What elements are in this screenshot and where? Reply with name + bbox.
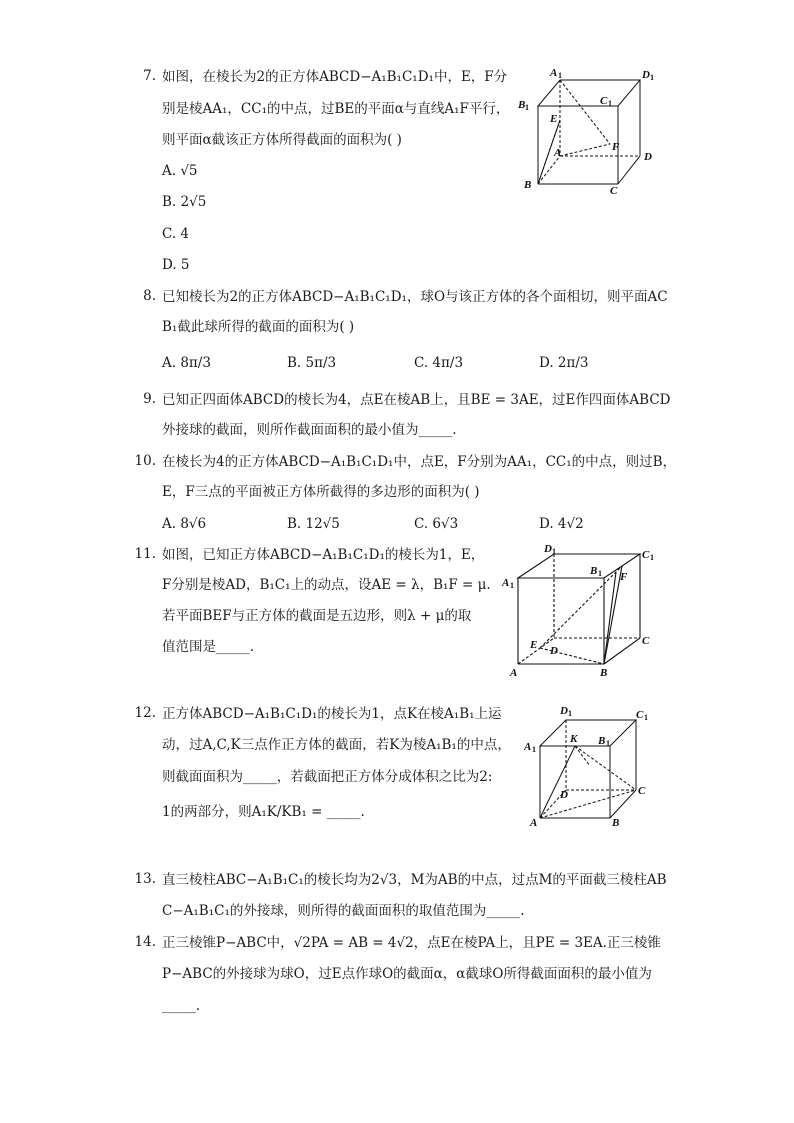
question-number: 11. (134, 546, 156, 562)
question-text: 则截面面积为_____，若截面把正方体分成体积之比为2: (162, 769, 493, 785)
question-text: B₁截此球所得的截面的面积为( ) (162, 319, 355, 335)
question-text: 已知正四面体ABCD的棱长为4，点E在棱AB上，且BE = 3AE，过E作四面体ABCD (162, 392, 671, 408)
question-number: 7. (143, 68, 156, 84)
label-b1: B (598, 735, 606, 747)
label-sub: 1 (525, 103, 529, 112)
label-b: B (524, 179, 532, 191)
label-d1: D (560, 705, 568, 717)
question-text: 正方体ABCD−A₁B₁C₁D₁的棱长为1，点K在棱A₁B₁上运 (162, 706, 502, 722)
option-d[interactable]: D. 2π/3 (539, 355, 589, 371)
label-a: A (554, 147, 562, 159)
label-sub: 1 (568, 709, 572, 718)
label-sub: 1 (644, 713, 648, 722)
question-text: 外接球的截面，则所作截面面积的最小值为_____. (162, 422, 457, 438)
label-a1: A (550, 67, 558, 79)
label-a: A (510, 667, 518, 679)
question-text: 如图，已知正方体ABCD−A₁B₁C₁D₁的棱长为1，E， (162, 547, 485, 563)
option-c[interactable]: C. 4 (162, 226, 190, 242)
label-c: C (610, 185, 618, 194)
label-b: B (600, 667, 608, 679)
figure-cube-q11 (498, 542, 662, 682)
option-a[interactable]: A. 8π/3 (162, 355, 211, 371)
option-d[interactable]: D. 4√2 (539, 516, 584, 532)
question-number: 12. (134, 705, 156, 721)
question-number: 14. (134, 934, 156, 950)
question-number: 9. (143, 391, 156, 407)
option-a[interactable]: A. 8√6 (162, 516, 207, 532)
label-d1: D (544, 543, 552, 555)
label-e: E (550, 113, 558, 125)
question-text: P−ABC的外接球为球O，过E点作球O的截面α，α截球O所得截面面积的最小值为 (162, 966, 652, 982)
label-sub: 1 (606, 739, 610, 748)
label-f: F (612, 141, 620, 153)
label-sub: 1 (598, 569, 602, 578)
label-d: D (560, 789, 568, 801)
question-number: 10. (134, 453, 156, 469)
question-text: 在棱长为4的正方体ABCD−A₁B₁C₁D₁中，点E，F分别为AA₁，CC₁的中点，则过B， (162, 454, 677, 470)
option-a[interactable]: A. √5 (162, 163, 198, 179)
option-b[interactable]: B. 2√5 (162, 194, 207, 210)
label-d: D (644, 151, 652, 163)
label-b1: B (518, 99, 526, 111)
question-text: 别是棱AA₁，CC₁的中点，过BE的平面α与直线A₁F平行， (162, 101, 510, 117)
question-text: 已知棱长为2的正方体ABCD−A₁B₁C₁D₁，球O与该正方体的各个面相切，则平面AC (162, 289, 668, 305)
label-a: A (530, 817, 538, 829)
label-e: E (530, 639, 538, 651)
question-text: 如图，在棱长为2的正方体ABCD−A₁B₁C₁D₁中，E，F分 (162, 69, 508, 85)
question-text: 若平面BEF与正方体的截面是五边形，则λ + μ的取 (162, 608, 472, 624)
label-c1: C (600, 95, 608, 107)
question-text: _____. (162, 998, 201, 1014)
option-d[interactable]: D. 5 (162, 257, 190, 273)
question-text: C−A₁B₁C₁的外接球，则所得的截面面积的取值范围为_____. (162, 903, 525, 919)
question-text: 动，过A,C,K三点作正方体的截面，若K为棱A₁B₁的中点， (162, 737, 511, 753)
label-c: C (642, 635, 650, 647)
label-k: K (570, 733, 578, 745)
label-c: C (638, 785, 646, 797)
question-number: 13. (134, 871, 156, 887)
question-text: E，F三点的平面被正方体所截得的多边形的面积为( ) (162, 484, 480, 500)
figure-cube-q7 (514, 64, 664, 194)
label-c1: C (636, 709, 644, 721)
label-d1: D (642, 69, 650, 81)
label-c1: C (642, 549, 650, 561)
question-text: 值范围是_____. (162, 639, 255, 655)
label-sub: 1 (608, 99, 612, 108)
label-b: B (612, 817, 620, 829)
label-d: D (550, 645, 558, 657)
figure-cube-q12 (524, 700, 664, 830)
option-c[interactable]: C. 6√3 (414, 516, 459, 532)
label-f: F (620, 571, 628, 583)
label-sub: 1 (650, 553, 654, 562)
label-sub: 1 (532, 745, 536, 754)
option-b[interactable]: B. 5π/3 (287, 355, 337, 371)
label-a1: A (524, 741, 532, 753)
question-number: 8. (143, 288, 156, 304)
question-text: 1的两部分，则A₁K/KB₁ = _____. (162, 804, 365, 820)
question-text: F分别是棱AD，B₁C₁上的动点，设AE = λ，B₁F = μ. (162, 577, 491, 593)
question-text: 正三棱锥P−ABC中，√2PA = AB = 4√2，点E在棱PA上，且PE = 3EA.正三棱锥 (162, 935, 661, 951)
option-c[interactable]: C. 4π/3 (414, 355, 464, 371)
label-a1: A (502, 577, 510, 589)
label-sub: 1 (558, 71, 562, 80)
option-b[interactable]: B. 12√5 (287, 516, 340, 532)
question-text: 直三棱柱ABC−A₁B₁C₁的棱长均为2√3，M为AB的中点，过点M的平面截三棱柱AB (162, 872, 667, 888)
label-sub: 1 (510, 581, 514, 590)
question-text: 则平面α截该正方体所得截面的面积为( ) (162, 132, 402, 148)
label-sub: 1 (552, 547, 556, 556)
label-b1: B (590, 565, 598, 577)
label-sub: 1 (650, 73, 654, 82)
